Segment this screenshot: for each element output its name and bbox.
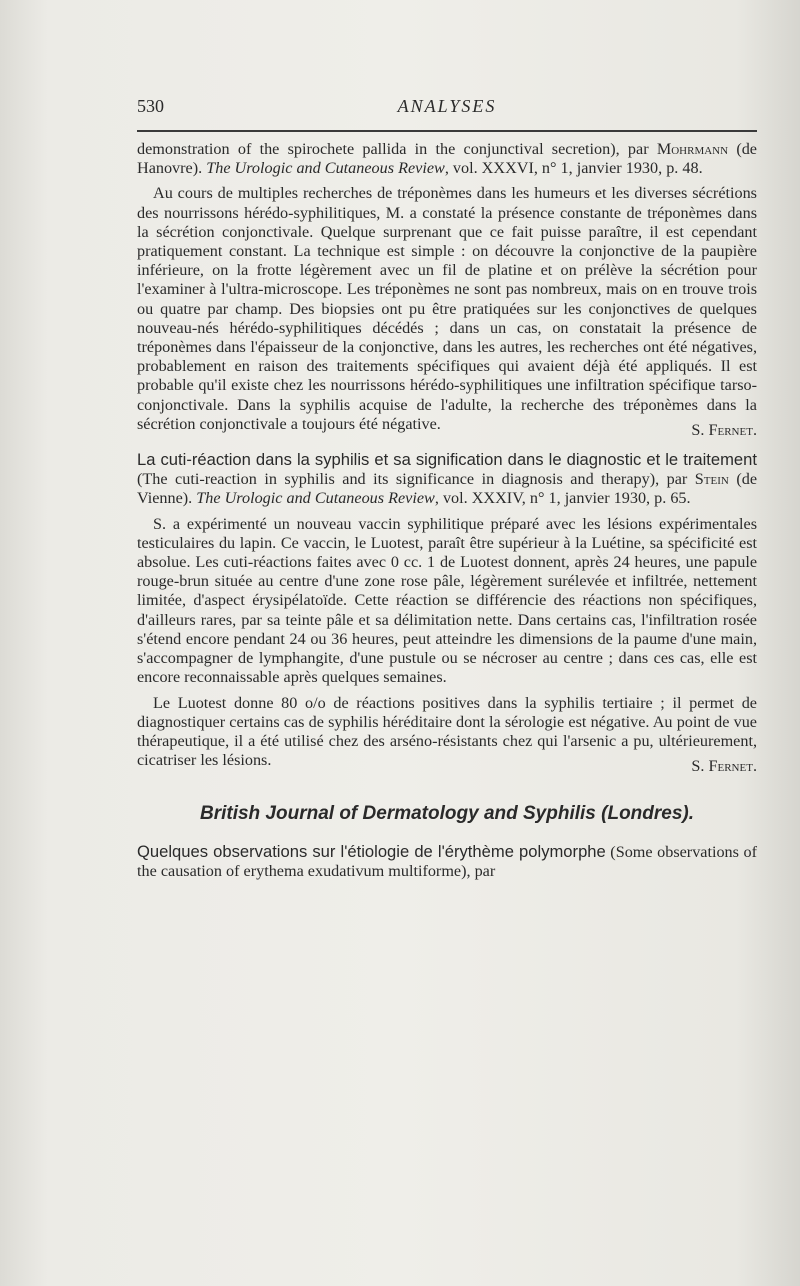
- header-rule: [137, 130, 757, 132]
- article1-reference: [137, 140, 757, 178]
- page-header: [137, 96, 757, 122]
- article1-ref: , vol. XXXVI, n° 1, janvier 1930, p. 48.: [444, 159, 703, 178]
- article2-ref: , vol. XXXIV, n° 1, janvier 1930, p. 65.: [434, 489, 691, 508]
- article2-signature: S. Fernet.: [691, 757, 757, 776]
- article2-author-place: (de Vienne).: [137, 470, 757, 508]
- article1-signature: S. Fernet.: [691, 420, 757, 439]
- article1-intro: demonstration of the spirochete pallida in the conjunctival secretion), par: [137, 140, 649, 158]
- article2-paragraph-1: S. a expérimenté un nouveau vaccin syphilitique préparé avec les lésions expérimentales testiculaires du lapin. Ce vaccin, le Luotest, paraît être supérieur à la Luétine, sa spécificité est absolue. Les cuti-réactions faites avec 0 cc. 1 de Luotest donnent, après 24 heures, une papule rouge-brun située au centre d'une zone rose pâle, légèrement surélevée et infiltrée, nettement limitée, d'aspect érysipélatoïde. Cette réaction se différencie des réactions non spécifiques, d'ailleurs rares, par sa teinte pâle et sa délimitation nette. Dans certains cas, l'infiltration rosée s'étend encore pendant 24 ou 36 heures, peut atteindre les dimensions de la paume d'une main, s'accompagner de lymphangite, d'une pustule ou se nécroser au centre ; dans ces cas, elle est encore reconnaissable après quelques semaines.: [137, 514, 757, 687]
- article2-paragraph-2: Le Luotest donne 80 o/o de réactions positives dans la syphilis tertiaire ; il permet de diagnostiquer certains cas de syphilis héréditaire dont la sérologie est négative. Au point de vue thérapeutique, il a été utilisé chez des arséno-résistants chez qui l'arsenic a pu, ultérieurement, cicatriser les lésions.: [137, 693, 757, 770]
- article2-heading: [137, 450, 757, 509]
- article1-journal: The Urologic and Cutaneous Review: [206, 159, 445, 178]
- article3-subtitle: (Some observations of the causation of erythema exudativum multiforme), par: [137, 842, 757, 880]
- article1-paragraph: Au cours de multiples recherches de tréponèmes dans les humeurs et les diverses sécrétions des nourrissons hérédo-syphilitiques, M. a constaté la présence constante de tréponèmes dans la sécrétion conjonctivale. Quelque surprenant que ce fait puisse paraître, il est cependant pratiquement constant. La technique est simple : on découvre la conjonctive de la paupière inférieure, on la frotte légèrement avec un fil de platine et on prélève la sécrétion pour l'examiner à l'ultra-microscope. Les tréponèmes ne sont pas nombreux, mais on en trouve trois ou quatre par champ. Des biopsies ont pu être pratiquées sur les conjonctives de quelques nouveau-nés hérédo-syphilitiques décédés ; dans un cas, on constatait la présence de tréponèmes dans l'épaisseur de la conjonctive, dans les autres, les recherches ont été négatives, probablement en raison des traitements spécifiques qui avaient déjà été appliqués. Il est probable qu'il existe chez les nourrissons hérédo-syphilitiques une infiltration spécifique tarso-conjonctivale. Dans la syphilis acquise de l'adulte, la recherche des tréponèmes dans la sécrétion conjonctivale a toujours été négative.: [137, 184, 757, 433]
- running-title: ANALYSES: [397, 96, 497, 116]
- journal-section-heading: British Journal of Dermatology and Syphilis (Londres).: [199, 803, 695, 825]
- article2-subtitle: (The cuti-reaction in syphilis and its significance in diagnosis and therapy), par: [137, 470, 695, 489]
- article1-author-place: (de Hanovre).: [137, 140, 757, 178]
- article2-author: Stein: [694, 470, 729, 489]
- article3-title: Quelques observations sur l'étiologie de l'érythème polymorphe: [137, 841, 606, 861]
- article1-author: Mohrmann: [656, 140, 729, 158]
- article2-title: La cuti-réaction dans la syphilis et sa signification dans le diagnostic et le traitement: [137, 450, 757, 470]
- page-number: 530: [137, 96, 164, 116]
- article3-heading: [137, 842, 757, 881]
- page-body: [137, 140, 757, 887]
- article2-journal: The Urologic and Cutaneous Review: [196, 489, 435, 508]
